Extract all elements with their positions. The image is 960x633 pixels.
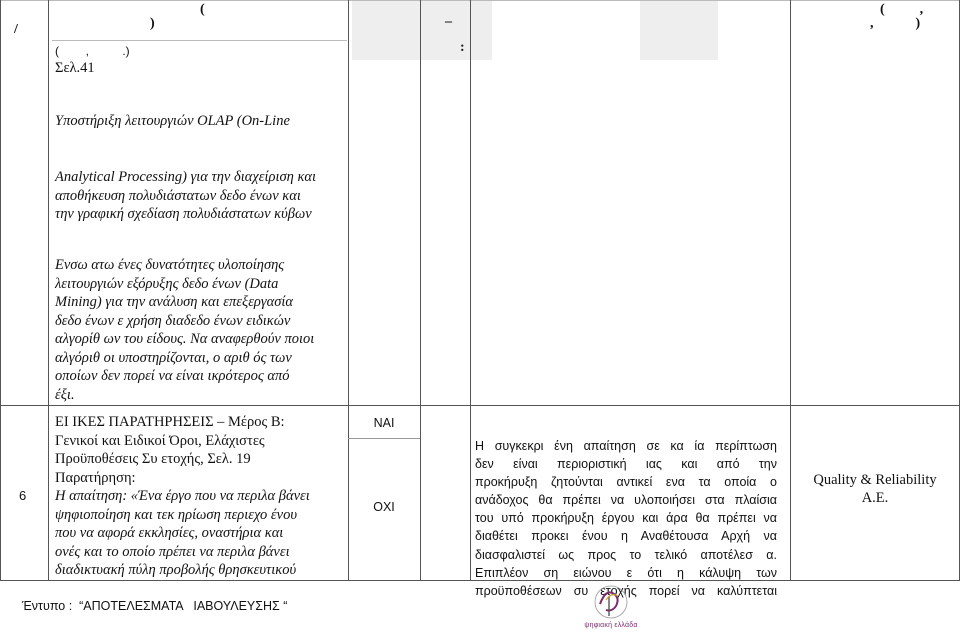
header-band-1 xyxy=(352,0,492,60)
header-colon: : xyxy=(460,40,465,55)
header-dash: – xyxy=(445,14,452,29)
header-band-2 xyxy=(640,0,718,60)
note-line: διαθέτει προκει ένου η Αναθέτουσα Αρχή να xyxy=(475,529,777,544)
header-mid-rule xyxy=(52,40,347,41)
desc-line: Παρατήρηση: xyxy=(55,469,136,486)
company-line-1: Quality & Reliability xyxy=(813,472,937,488)
mining-line: αλγόριθ οι υποστηρίζονται, ο αριθ ός των xyxy=(55,349,292,366)
header-right-top: ( , xyxy=(880,2,924,17)
note-line: Επιπλέον ση ειώνου ε ότι η κάλυψη των xyxy=(475,565,777,580)
olap-line: την γραφική σχεδίαση πολυδιάστατων κύβων xyxy=(55,206,312,222)
col-line-4 xyxy=(470,0,471,580)
yes-no-divider xyxy=(348,438,420,439)
note-line: του υπό προκήρυξη έργου και άρα θα πρέπει να xyxy=(475,511,777,526)
mining-line: αλγορίθ ων του είδους. Να αναφερθούν ποιοι xyxy=(55,331,315,347)
note-line: ανάδοχος θα πρέπει να υλοποιήσει στα πλαίσια xyxy=(475,493,777,508)
olap-heading xyxy=(55,112,290,131)
note-line: διασφαλιστεί ως προς το τελικό αποτέλεσ α. xyxy=(475,547,777,562)
col-line-2 xyxy=(348,0,349,580)
company-line-2: A.E. xyxy=(861,490,889,506)
header-page-ref: Σελ.41 xyxy=(55,60,95,76)
desc-line: διαδικτυακή πύλη προβολής θρησκευτικού xyxy=(55,562,297,578)
logo-emblem-icon xyxy=(576,582,646,622)
header-top-rule xyxy=(0,0,960,1)
header-paren-open: ( xyxy=(200,2,205,17)
col-line-3 xyxy=(420,0,421,580)
row6-description xyxy=(55,413,310,580)
mining-line: οποίων δεν πορεί να είναι ικρότερος από xyxy=(55,368,290,384)
data-mining-description xyxy=(55,256,314,404)
olap-line: αποθήκευση πολυδιάστατων δεδο ένων και xyxy=(55,187,301,204)
desc-line: ονές και το οποίο πρέπει να περιλα βάνει xyxy=(55,543,290,560)
yes-label: ΝΑΙ xyxy=(373,416,395,430)
mining-line: λειτουργιών εξόρυξης δεδο ένων (Data xyxy=(55,275,279,292)
mining-line: Ενσω ατω ένες δυνατότητες υλοποίησης xyxy=(55,257,285,273)
note-line: Η συγκεκρι ένη απαίτηση σε κα ία περίπτωση xyxy=(475,439,777,453)
col-line-1 xyxy=(48,0,49,580)
desc-line: ΕΙ ΙΚΕΣ ΠΑΡΑΤΗΡΗΣΕΙΣ – Μέρος Β: xyxy=(55,414,285,430)
row-divider-6 xyxy=(0,405,960,406)
desc-line: Προϋποθέσεις Συ ετοχής, Σελ. 19 xyxy=(55,451,251,467)
desc-line: Γενικοί και Ειδικοί Όροι, Ελάχιστες xyxy=(55,432,265,449)
note-line: προκήρυξη ζητούνται αντικεί ενα τα οποία ο xyxy=(475,475,777,490)
olap-line: Analytical Processing) για την διαχείριση και xyxy=(55,169,317,185)
footer-form-label: Έντυπο : “ΑΠΟΤΕΛΕΣΜΑΤΑ ΙΑΒΟΥΛΕΥΣΗΣ “ xyxy=(22,599,288,613)
company-name xyxy=(790,471,960,507)
olap-description xyxy=(55,168,316,224)
no-label: ΟΧΙ xyxy=(373,500,395,514)
header-paren-close: ) xyxy=(150,16,155,31)
note-line: δεν είναι περιοριστική ιας και από την xyxy=(475,457,777,472)
row-number: 6 xyxy=(19,488,27,503)
col-line-0 xyxy=(0,0,1,580)
row6-note xyxy=(475,437,777,600)
desc-line: Η απαίτηση: «Ένα έργο που να περιλα βάνει xyxy=(55,488,310,504)
desc-line: που να αφορά εκκλησίες, οναστήρια και xyxy=(55,525,284,541)
desc-line: ψηφιοποίηση και τεκ ηρίωση περιεχο ένου xyxy=(55,506,297,523)
header-slash: / xyxy=(14,22,18,37)
mining-line: Mining) για την ανάλυση και επεξεργασία xyxy=(55,294,293,310)
mining-line: έξι. xyxy=(55,386,75,403)
mining-line: δεδο ένων ε χρήση διαδεδο ένων ειδικών xyxy=(55,312,291,329)
logo-text: ψηφιακή ελλάδα xyxy=(584,622,638,629)
note-line: προϋποθέσεων συ ετοχής πορεί να καλύπτεται xyxy=(475,583,777,598)
digital-greece-logo xyxy=(576,582,646,633)
header-right-bottom: , ) xyxy=(870,16,921,31)
olap-heading-line: Υποστήριξη λειτουργιών OLAP (On-Line xyxy=(55,113,290,129)
header-paren-b: ( , .) xyxy=(55,44,130,58)
